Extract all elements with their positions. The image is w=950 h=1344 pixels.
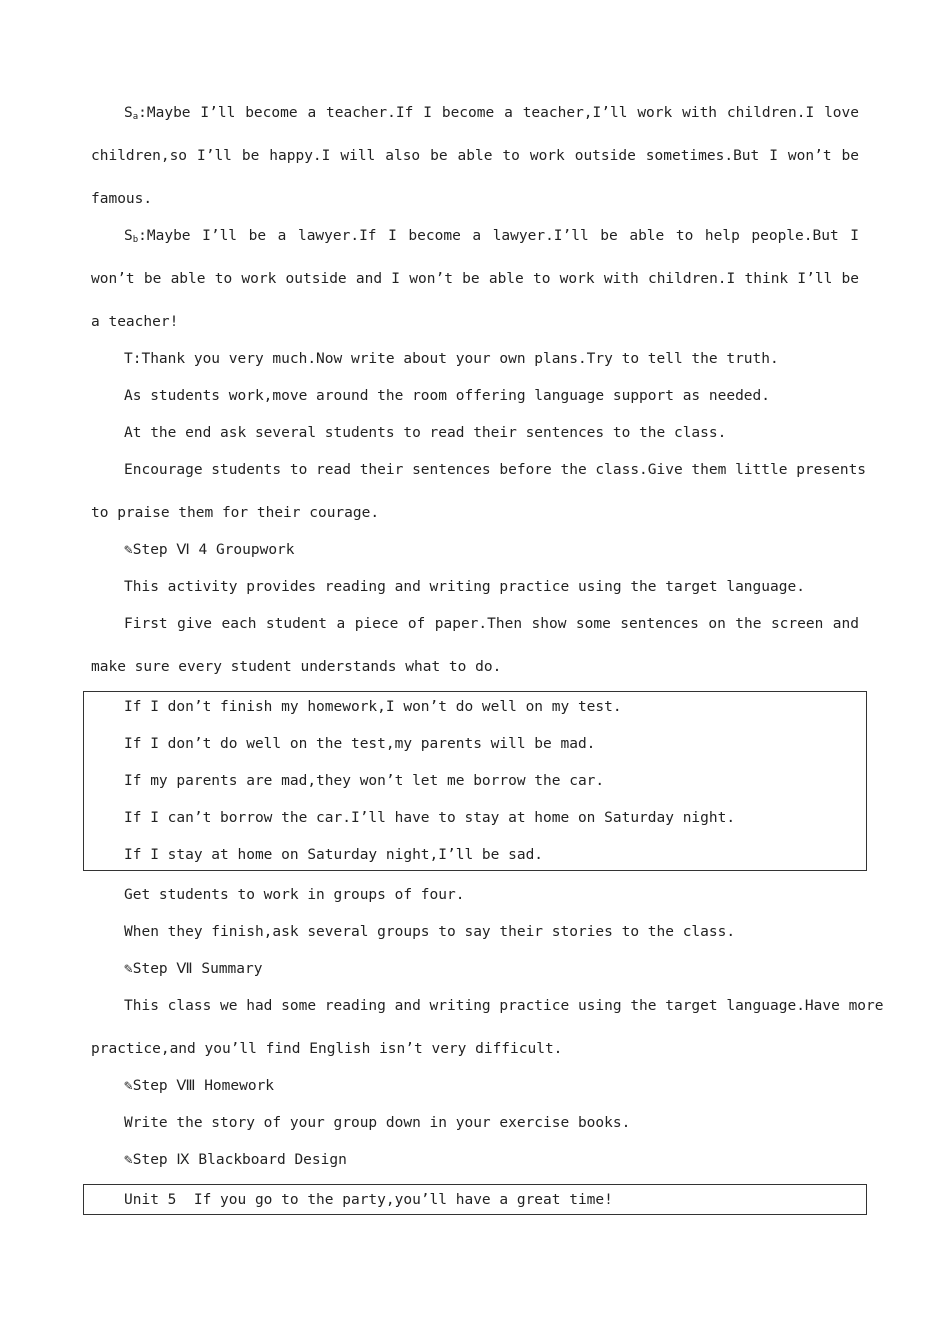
sa-line-3: famous.: [91, 191, 153, 207]
at-end-line: At the end ask several students to read their sentences to the class.: [124, 425, 727, 441]
encourage-line-1: Encourage students to read their sentences before the class.Give them little presents: [124, 462, 867, 478]
step-8-heading: ✎Step Ⅷ Homework: [124, 1078, 275, 1094]
get-students-line: Get students to work in groups of four.: [124, 887, 465, 903]
step-9-heading: ✎Step Ⅸ Blackboard Design: [124, 1152, 347, 1168]
students-work-line: As students work,move around the room offering language support as needed.: [124, 388, 771, 404]
sentence-item: If my parents are mad,they won’t let me borrow the car.: [124, 773, 605, 789]
first-give-line-2: make sure every student understands what to do.: [91, 659, 502, 675]
when-finish-line: When they finish,ask several groups to say their stories to the class.: [124, 924, 736, 940]
first-give-line-1: First give each student a piece of paper.Then show some sentences on the screen and: [124, 616, 859, 632]
sb-line-2: won’t be able to work outside and I won’t be able to work with children.I think I’ll be: [91, 271, 859, 287]
sa-line-2: children,so I’ll be happy.I will also be able to work outside sometimes.But I won’t be: [91, 148, 859, 164]
step-7-heading: ✎Step Ⅶ Summary: [124, 961, 263, 977]
blackboard-title: Unit 5 If you go to the party,you’ll have a great time!: [124, 1192, 613, 1208]
homework-line: Write the story of your group down in your exercise books.: [124, 1115, 631, 1131]
summary-line-2: practice,and you’ll find English isn’t very difficult.: [91, 1041, 563, 1057]
summary-line-1: This class we had some reading and writing practice using the target language.Have more: [124, 998, 884, 1014]
sb-line-1: $S_b:Maybe$ I’ll be a lawyer.If I become a lawyer.I’ll be able to help people.But I: [124, 228, 859, 245]
encourage-line-2: to praise them for their courage.: [91, 505, 380, 521]
teacher-line: T:Thank you very much.Now write about your own plans.Try to tell the truth.: [124, 351, 779, 367]
step-6-heading: ✎Step Ⅵ 4 Groupwork: [124, 542, 295, 558]
activity-line: This activity provides reading and writing practice using the target language.: [124, 579, 805, 595]
sentence-item: If I don’t finish my homework,I won’t do well on my test.: [124, 699, 622, 715]
sb-line-3: a teacher!: [91, 314, 179, 330]
sa-line-1: $S_a:Maybe$ I’ll become a teacher.If I become a teacher,I’ll work with children.I love: [124, 105, 859, 122]
sentence-item: If I don’t do well on the test,my parents will be mad.: [124, 736, 596, 752]
sentence-item: If I stay at home on Saturday night,I’ll be sad.: [124, 847, 544, 863]
sentence-item: If I can’t borrow the car.I’ll have to stay at home on Saturday night.: [124, 810, 736, 826]
